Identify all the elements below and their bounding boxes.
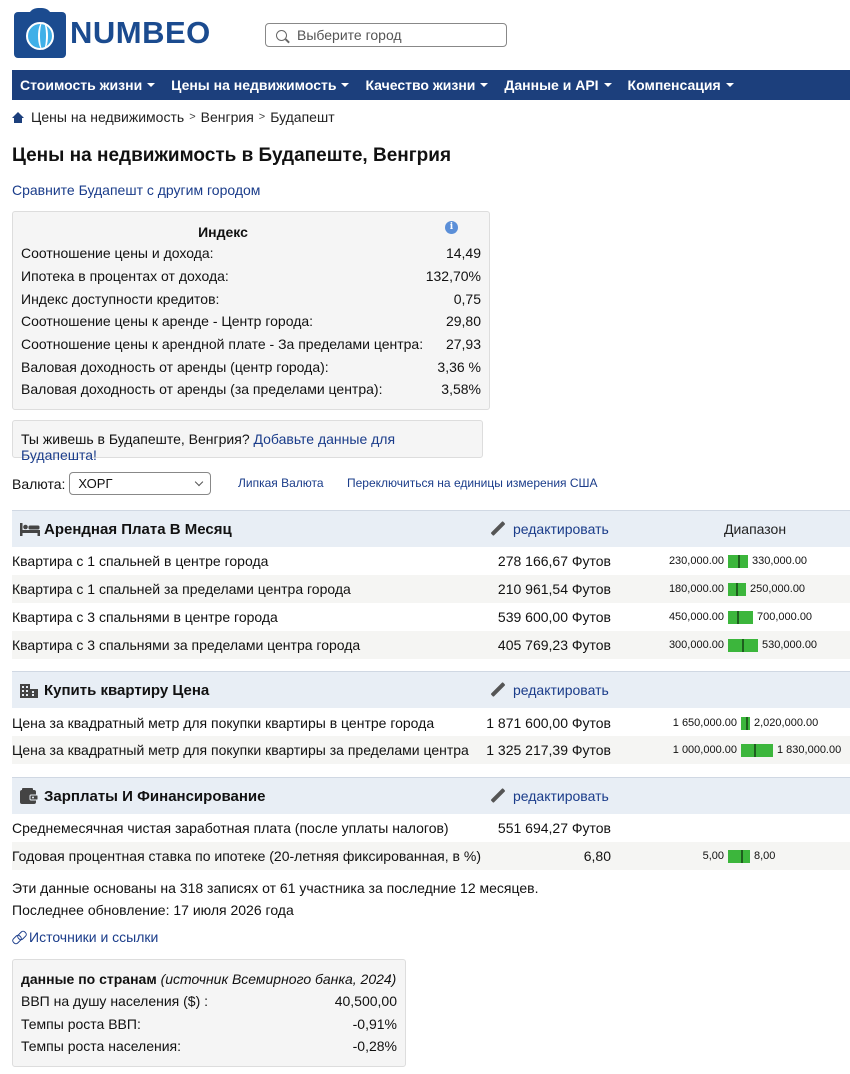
data-based-on-note: Эти данные основаны на 318 записях от 61 участника за последние 12 месяцев. bbox=[12, 880, 539, 896]
index-row: Ипотека в процентах от дохода: 132,70% bbox=[21, 268, 481, 284]
range-min: 5,00 bbox=[702, 850, 724, 862]
currency-label: Валюта: bbox=[12, 475, 66, 492]
index-row: Соотношение цены и дохода: 14,49 bbox=[21, 245, 481, 261]
table-row bbox=[12, 575, 850, 603]
row-value: 405 769,23 Футов bbox=[497, 637, 611, 653]
caret-down-icon bbox=[480, 83, 488, 87]
price-range bbox=[12, 547, 850, 575]
range-min: 450,000.00 bbox=[668, 611, 724, 623]
add-data-link[interactable]: Добавьте данные для Будапешта! bbox=[21, 431, 396, 463]
price-range bbox=[12, 709, 850, 737]
range-average-marker bbox=[746, 717, 748, 730]
live-in-text: Ты живешь в Будапеште, Венгрия? bbox=[21, 431, 250, 447]
table-row bbox=[12, 842, 850, 870]
pencil-icon bbox=[490, 682, 506, 698]
nav-property-prices[interactable]: Цены на недвижимость bbox=[163, 77, 357, 93]
country-row: Темпы роста ВВП: -0,91% bbox=[21, 1016, 397, 1032]
range-max: 330,000.00 bbox=[752, 555, 808, 567]
range-bar bbox=[728, 583, 746, 596]
wallet-icon bbox=[20, 788, 38, 804]
nav-data-api[interactable]: Данные и API bbox=[496, 77, 619, 93]
currency-selected-value: ХОРГ bbox=[78, 476, 113, 491]
index-row: Соотношение цены к аренде - Центр города: 29,80 bbox=[21, 313, 481, 329]
chevron-down-icon bbox=[195, 478, 203, 486]
breadcrumb-budapest[interactable]: Будапешт bbox=[270, 109, 335, 125]
range-bar bbox=[741, 717, 750, 730]
breadcrumb-hungary[interactable]: Венгрия bbox=[200, 109, 254, 125]
main-navbar bbox=[12, 70, 850, 100]
row-value: 539 600,00 Футов bbox=[497, 609, 611, 625]
salary-section-header bbox=[12, 777, 850, 814]
price-range bbox=[12, 575, 850, 603]
breadcrumb bbox=[12, 109, 335, 125]
buy-section-header bbox=[12, 671, 850, 708]
row-value: 1 325 217,39 Футов bbox=[486, 742, 611, 758]
range-min: 180,000.00 bbox=[668, 583, 724, 595]
range-max: 8,00 bbox=[754, 850, 776, 862]
price-range bbox=[12, 603, 850, 631]
search-icon bbox=[276, 30, 287, 41]
range-bar bbox=[728, 611, 753, 624]
row-value: 278 166,67 Футов bbox=[497, 553, 611, 569]
breadcrumb-separator: > bbox=[189, 111, 196, 123]
table-row bbox=[12, 814, 850, 842]
price-range bbox=[12, 736, 850, 764]
currency-select[interactable] bbox=[69, 472, 211, 495]
index-row: Соотношение цены к арендной плате - За пределами центра: 27,93 bbox=[21, 336, 481, 352]
table-row bbox=[12, 603, 850, 631]
range-min: 1 000,000.00 bbox=[672, 744, 737, 756]
range-min: 300,000.00 bbox=[668, 639, 724, 651]
row-value: 1 871 600,00 Футов bbox=[486, 715, 611, 731]
nav-quality-of-life[interactable]: Качество жизни bbox=[357, 77, 496, 93]
range-bar bbox=[728, 850, 750, 863]
table-row bbox=[12, 631, 850, 659]
range-header: Диапазон bbox=[724, 521, 787, 537]
range-max: 2,020,000.00 bbox=[754, 717, 819, 729]
logo-icon bbox=[14, 8, 66, 58]
nav-cost-of-living[interactable]: Стоимость жизни bbox=[12, 77, 163, 93]
range-min: 1 650,000.00 bbox=[672, 717, 737, 729]
row-value: 210 961,54 Футов bbox=[497, 581, 611, 597]
row-label: Квартира с 1 спальней в центре города bbox=[12, 553, 269, 569]
range-max: 530,000.00 bbox=[762, 639, 818, 651]
sources-link[interactable] bbox=[12, 929, 158, 945]
index-row: Валовая доходность от аренды (за пределами центра): 3,58% bbox=[21, 381, 481, 397]
row-label: Цена за квадратный метр для покупки квартиры в центре города bbox=[12, 715, 435, 731]
salary-edit-button[interactable] bbox=[490, 788, 609, 804]
page-title: Цены на недвижимость в Будапеште, Венгрия bbox=[12, 145, 452, 166]
salary-section-title: Зарплаты И Финансирование bbox=[44, 787, 266, 805]
country-data-box bbox=[12, 959, 406, 1067]
range-bar bbox=[728, 555, 748, 568]
index-row: Индекс доступности кредитов: 0,75 bbox=[21, 291, 481, 307]
last-update-note: Последнее обновление: 17 июля 2026 года bbox=[12, 902, 294, 918]
range-bar bbox=[741, 744, 773, 757]
price-range bbox=[12, 631, 850, 659]
caret-down-icon bbox=[726, 83, 734, 87]
range-max: 250,000.00 bbox=[750, 583, 806, 595]
row-label: Квартира с 3 спальнями в центре города bbox=[12, 609, 278, 625]
link-icon bbox=[12, 930, 26, 944]
us-units-link[interactable]: Переключиться на единицы измерения США bbox=[347, 476, 598, 490]
row-label: Среднемесячная чистая заработная плата (после уплаты налогов) bbox=[12, 820, 449, 836]
info-icon[interactable]: i bbox=[445, 221, 458, 234]
rent-section-title: Арендная Плата В Месяц bbox=[44, 520, 232, 538]
sticky-currency-link[interactable]: Липкая Валюта bbox=[238, 476, 324, 490]
range-average-marker bbox=[736, 583, 738, 596]
building-icon bbox=[20, 682, 38, 698]
currency-row bbox=[12, 472, 211, 495]
row-label: Цена за квадратный метр для покупки квартиры за пределами центра bbox=[12, 742, 469, 758]
compare-city-link[interactable]: Сравните Будапешт с другим городом bbox=[12, 182, 261, 198]
price-range bbox=[12, 842, 850, 870]
pencil-icon bbox=[490, 521, 506, 537]
edit-link-label: редактировать bbox=[513, 788, 609, 804]
index-box bbox=[12, 211, 490, 410]
country-row: Темпы роста населения: -0,28% bbox=[21, 1038, 397, 1054]
sources-link-label: Источники и ссылки bbox=[29, 929, 159, 945]
range-average-marker bbox=[742, 639, 744, 652]
rent-section-header bbox=[12, 510, 850, 547]
table-row bbox=[12, 736, 850, 764]
table-row bbox=[12, 709, 850, 737]
range-min: 230,000.00 bbox=[668, 555, 724, 567]
country-row: ВВП на душу населения ($) : 40,500,00 bbox=[21, 993, 397, 1009]
caret-down-icon bbox=[147, 83, 155, 87]
range-average-marker bbox=[737, 611, 739, 624]
caret-down-icon bbox=[604, 83, 612, 87]
live-in-box bbox=[12, 420, 483, 463]
range-bar bbox=[728, 639, 758, 652]
range-average-marker bbox=[738, 555, 740, 568]
pencil-icon bbox=[490, 788, 506, 804]
logo-text: NUMBEO bbox=[70, 15, 211, 50]
row-label: Квартира с 3 спальнями за пределами центра города bbox=[12, 637, 361, 653]
range-max: 1 830,000.00 bbox=[777, 744, 842, 756]
row-value: 551 694,27 Футов bbox=[497, 820, 611, 836]
index-title: Индекс bbox=[198, 224, 248, 240]
bed-icon bbox=[20, 521, 40, 537]
breadcrumb-separator: > bbox=[258, 111, 266, 123]
header bbox=[0, 0, 850, 70]
caret-down-icon bbox=[341, 83, 349, 87]
edit-link-label: редактировать bbox=[513, 682, 609, 698]
range-average-marker bbox=[754, 744, 756, 757]
country-data-title: данные по странам (источник Всемирного банка, 2024) bbox=[21, 971, 397, 987]
numbeo-logo[interactable] bbox=[14, 8, 211, 58]
rent-edit-button[interactable] bbox=[490, 521, 609, 537]
row-value: 6,80 bbox=[583, 848, 611, 864]
home-icon[interactable] bbox=[12, 112, 24, 123]
breadcrumb-property-prices[interactable]: Цены на недвижимость bbox=[31, 109, 185, 125]
nav-compensation[interactable]: Компенсация bbox=[620, 77, 742, 93]
city-search-input[interactable] bbox=[265, 23, 507, 47]
buy-edit-button[interactable] bbox=[490, 682, 609, 698]
row-label: Годовая процентная ставка по ипотеке (20-летняя фиксированная, в %) bbox=[12, 848, 481, 864]
buy-section-title: Купить квартиру Цена bbox=[44, 681, 210, 699]
table-row bbox=[12, 547, 850, 575]
search-placeholder: Выберите город bbox=[297, 27, 402, 43]
range-max: 700,000.00 bbox=[757, 611, 813, 623]
range-average-marker bbox=[741, 850, 743, 863]
row-label: Квартира с 1 спальней за пределами центра города bbox=[12, 581, 351, 597]
index-row: Валовая доходность от аренды (центр города): 3,36 % bbox=[21, 359, 481, 375]
edit-link-label: редактировать bbox=[513, 521, 609, 537]
